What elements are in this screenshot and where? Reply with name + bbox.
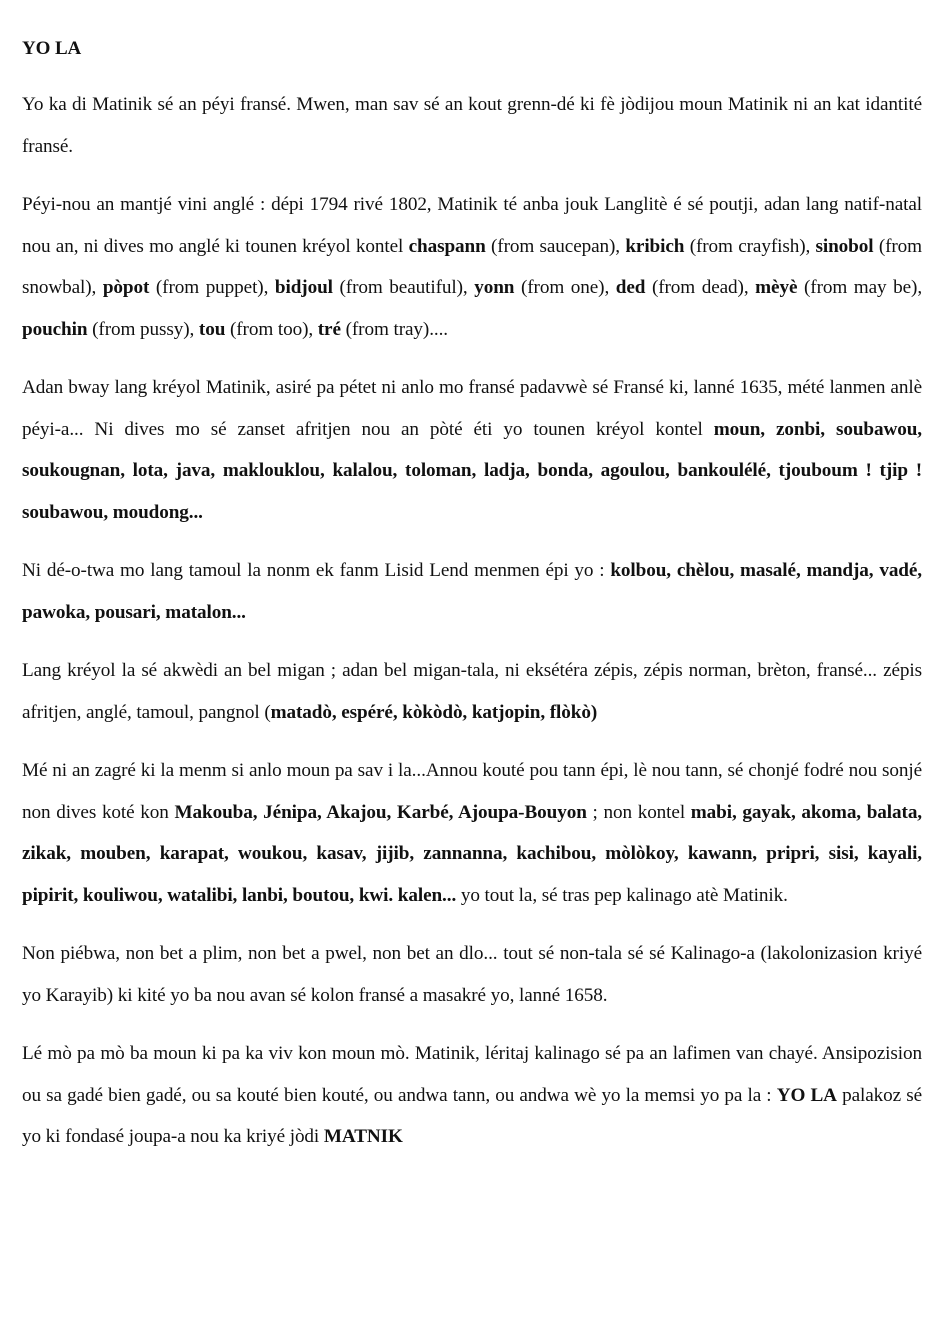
- paragraph: [22, 650, 922, 733]
- bold-text: pouchin: [22, 318, 88, 340]
- bold-text: yonn: [474, 277, 515, 298]
- bold-text: ded: [615, 277, 646, 298]
- text-run: (from one),: [514, 277, 616, 298]
- text-run: (from puppet),: [149, 277, 275, 298]
- text-run: Lé mò pa mò ba moun ki pa ka viv kon moun mò. Matinik, léritaj kalinago sé pa an lafimen van chayé. Ansipozision ou sa gadé bien gadé, ou sa kouté bien kouté, ou andwa tann, ou andwa wè yo la memsi yo pa la :: [22, 1043, 922, 1106]
- text-run: yo tout la, sé tras pep kalinago atè Matinik.: [456, 884, 788, 906]
- bold-text: sinobol: [815, 235, 874, 257]
- bold-text: YO LA: [776, 1084, 837, 1106]
- bold-text: tré: [317, 318, 341, 340]
- text-run: Mé ni an zagré ki la menm si anlo moun pa sav i la...Annou kouté pou tann épi, lè nou tann, sé chonjé fodré nou sonjé non dives koté kon: [22, 760, 922, 823]
- document-title: YO LA: [22, 38, 82, 59]
- paragraph: [22, 184, 922, 350]
- text-run: (from beautiful),: [332, 277, 475, 298]
- text-run: (from saucepan),: [485, 235, 626, 257]
- bold-text: matadò, espéré, kòkòdò, katjopin, flòkò): [270, 701, 598, 723]
- bold-text: pòpot: [102, 277, 150, 298]
- document-page: [22, 36, 922, 1175]
- bold-text: Makouba, Jénipa, Akajou, Karbé, Ajoupa-Bouyon: [174, 801, 587, 823]
- text-run: (from snowbal),: [22, 235, 923, 298]
- text-run: Lang kréyol la sé akwèdi an bel migan ; adan bel migan-tala, ni eksétéra zépis, zépis norman, brèton, fransé... zépis afritjen, anglé, tamoul, pangnol (: [22, 660, 922, 723]
- paragraph: [22, 550, 922, 633]
- text-run: Non piébwa, non bet a plim, non bet a pwel, non bet an dlo... tout sé non-tala sé sé Kalinago-a (lakolonizasion kriyé yo Karayib) ki kité yo ba nou avan sé kolon fransé a masakré yo, lanné 1658.: [22, 943, 922, 1006]
- bold-text: kribich: [625, 235, 685, 257]
- paragraph: [22, 1033, 922, 1158]
- text-run: (from pussy),: [87, 318, 199, 340]
- bold-text: MATNIK: [323, 1126, 403, 1147]
- bold-text: chaspann: [408, 235, 486, 257]
- paragraph: [22, 750, 922, 916]
- document-body: [22, 84, 922, 1158]
- text-run: (from may be),: [797, 277, 923, 298]
- bold-text: kolbou, chèlou, masalé, mandja, vadé, pawoka, pousari, matalon...: [22, 560, 922, 623]
- paragraph: [22, 84, 922, 167]
- paragraph: [22, 933, 922, 1016]
- text-run: (from too),: [225, 318, 318, 340]
- text-run: Péyi-nou an mantjé vini anglé : dépi 1794 rivé 1802, Matinik té anba jouk Langlitè é sé poutji, adan lang natif-natal nou an, ni dives mo anglé ki tounen kréyol kontel: [22, 194, 922, 257]
- bold-text: bidjoul: [274, 277, 333, 298]
- text-run: ; non kontel: [586, 801, 691, 823]
- text-run: (from dead),: [645, 277, 756, 298]
- paragraph: [22, 367, 922, 533]
- text-run: palakoz sé yo ki fondasé joupa-a nou ka kriyé jòdi: [22, 1084, 923, 1147]
- text-run: Ni dé-o-twa mo lang tamoul la nonm ek fanm Lisid Lend menmen épi yo :: [22, 560, 611, 581]
- text-run: Yo ka di Matinik sé an péyi fransé. Mwen, man sav sé an kout grenn-dé ki fè jòdijou moun Matinik ni an kat idantité fransé.: [22, 94, 922, 157]
- bold-text: moun, zonbi, soubawou, soukougnan, lota, java, maklouklou, kalalou, toloman, ladja, bonda, agoulou, bankoulélé, tjouboum ! tjip ! soubawou, moudong...: [22, 418, 922, 523]
- text-run: Adan bway lang kréyol Matinik, asiré pa pétet ni anlo mo fransé padavwè sé Fransé ki, lanné 1635, mété lanmen anlè péyi-a... Ni dives mo sé zanset afritjen nou an pòté éti yo tounen kréyol kontel: [22, 377, 922, 440]
- bold-text: mabi, gayak, akoma, balata, zikak, mouben, karapat, woukou, kasav, jijib, zannanna, kachibou, mòlòkoy, kawann, pripri, sisi, kayali, pipirit, kouliwou, watalibi, lanbi, boutou, kwi. kalen...: [22, 801, 923, 906]
- text-run: (from crayfish),: [684, 235, 816, 257]
- text-run: (from tray)....: [340, 318, 448, 340]
- bold-text: tou: [198, 318, 226, 340]
- bold-text: mèyè: [755, 277, 798, 298]
